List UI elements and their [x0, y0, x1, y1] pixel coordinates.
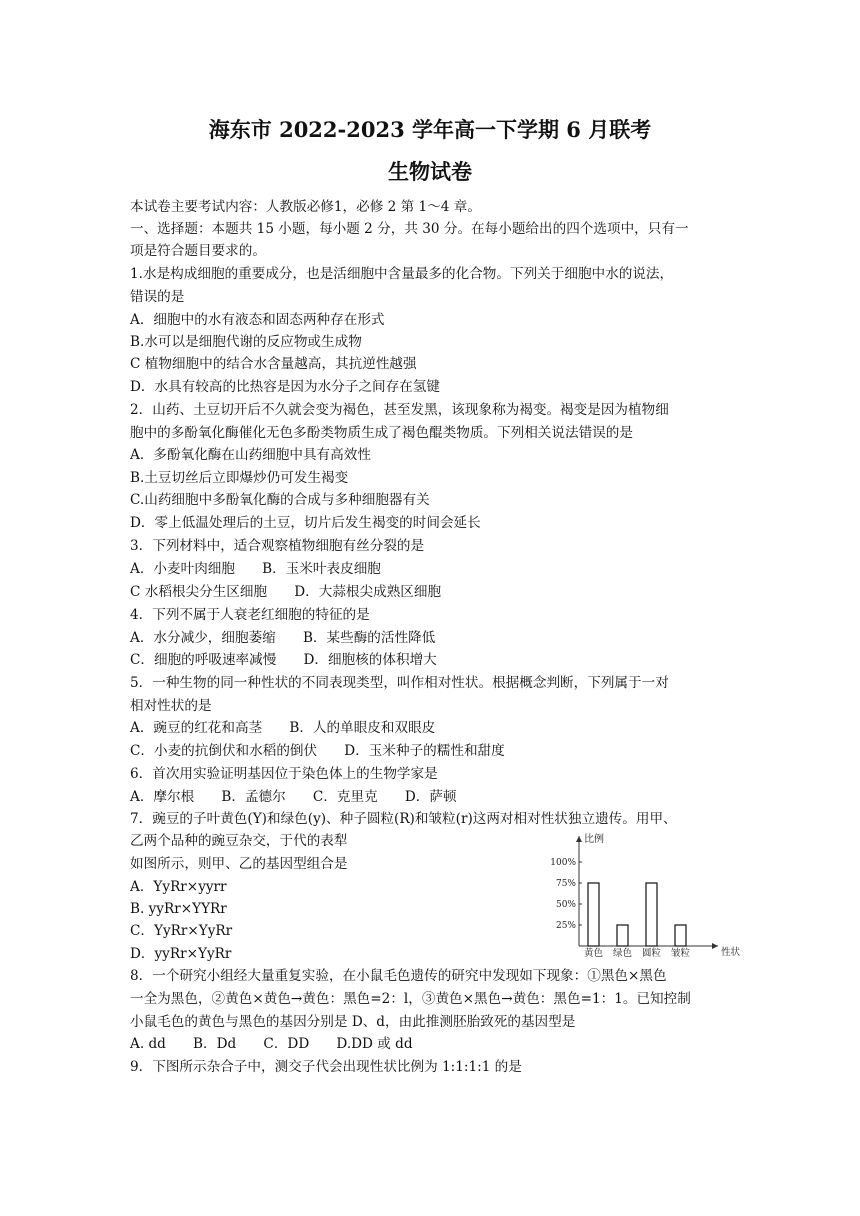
y-tick-label: 100% — [550, 858, 576, 868]
x-axis-arrow — [712, 943, 718, 949]
text-line: 1.水是构成细胞的重要成分，也是活细胞中含量最多的化合物。下列关于细胞中水的说法， — [130, 266, 674, 282]
text-line: 一、选择题：本题共 15 小题，每小题 2 分，共 30 分。在每小题给出的四个选项中，只有一 — [130, 221, 689, 237]
text-line: 一全为黑色，②黄色×黄色→黄色：黑色=2：l，③黄色×黑色→黄色：黑色=1：1。已知控制 — [130, 991, 691, 1007]
text-line: A．多酚氧化酶在山药细胞中具有高效性 — [130, 447, 371, 463]
x-tick-label: 黄色 — [583, 948, 604, 959]
text-line: B. yyRr×YYRr — [130, 901, 227, 917]
x-axis-label: 性状 — [721, 947, 741, 958]
text-line: 7．豌豆的子叶黄色(Y)和绿色(y)、种子圆粒(R)和皱粒(r)这两对相对性状独立遗传。用甲、 — [130, 811, 677, 827]
text-line: D．零上低温处理后的土豆，切片后发生褐变的时间会延长 — [130, 515, 481, 531]
text-line: D．yyRr×YyRr — [130, 946, 232, 962]
y-axis-arrow — [576, 836, 582, 842]
text-line: 项是符合题目要求的。 — [130, 243, 266, 259]
text-line: 本试卷主要考试内容：人教版必修1，必修 2 第 1～4 章。 — [130, 199, 481, 215]
text-line: 5．一种生物的同一种性状的不同表现类型，叫作相对性状。根据概念判断，下列属于一对 — [130, 675, 669, 691]
text-line: C.山药细胞中多酚氧化酶的合成与多种细胞器有关 — [130, 492, 430, 508]
bar-chart — [548, 826, 748, 968]
text-line: A．YyRr×yyrr — [130, 879, 227, 895]
text-line: B.水可以是细胞代谢的反应物或生成物 — [130, 334, 362, 350]
page-subtitle: 生物试卷 — [388, 159, 472, 184]
text-line: C 水稻根尖分生区细胞 D．大蒜根尖成熟区细胞 — [130, 584, 442, 600]
text-line: B.土豆切丝后立即爆炒仍可发生褐变 — [130, 470, 349, 486]
x-tick-label: 圆粒 — [641, 948, 662, 959]
bar — [588, 883, 599, 946]
y-axis-label: 比例 — [584, 834, 604, 845]
text-line: C．细胞的呼吸速率减慢 D．细胞核的体积增大 — [130, 652, 437, 668]
text-line: A．小麦叶肉细胞 B．玉米叶表皮细胞 — [130, 561, 381, 577]
y-tick-label: 25% — [555, 921, 576, 931]
text-line: C．YyRr×YyRr — [130, 923, 233, 939]
text-line: 乙两个品种的豌豆杂交，于代的表犁 — [130, 833, 348, 849]
bar — [675, 925, 686, 946]
text-line: A．水分减少，细胞萎缩 B．某些酶的活性降低 — [130, 630, 436, 646]
text-line: A．摩尔根 B．孟德尔 C．克里克 D．萨顿 — [130, 789, 457, 805]
text-line: 3．下列材料中，适合观察植物细胞有丝分裂的是 — [130, 538, 425, 554]
y-tick-label: 50% — [555, 900, 576, 910]
y-tick-label: 75% — [555, 879, 576, 889]
text-line: D．水具有较高的比热容是因为水分子之间存在氢键 — [130, 379, 440, 395]
text-line: 9．下图所示杂合子中，测交子代会出现性状比例为 1:1:1:1 的是 — [130, 1059, 522, 1075]
text-line: 6．首次用实验证明基因位于染色体上的生物学家是 — [130, 766, 438, 782]
x-tick-label: 绿色 — [612, 948, 633, 959]
bar — [646, 883, 657, 946]
text-line: 4．下列不属于人衰老红细胞的特征的是 — [130, 607, 370, 623]
text-line: C．小麦的抗倒伏和水稻的倒伏 D．玉米种子的糯性和甜度 — [130, 743, 505, 759]
text-line: 如图所示，则甲、乙的基因型组合是 — [130, 856, 348, 872]
text-line: 2．山药、土豆切开后不久就会变为褐色，甚至发黑，该现象称为褐变。褐变是因为植物细 — [130, 402, 669, 418]
text-line: C 植物细胞中的结合水含量越高，其抗逆性越强 — [130, 356, 417, 372]
text-line: 小鼠毛色的黄色与黑色的基因分别是 D、d，由此推测胚胎致死的基因型是 — [130, 1014, 576, 1030]
text-line: 错误的是 — [130, 289, 185, 305]
text-line: 相对性状的是 — [130, 698, 212, 714]
bar — [617, 925, 628, 946]
x-tick-label: 皱粒 — [670, 948, 691, 959]
text-line: A．豌豆的红花和高茎 B．人的单眼皮和双眼皮 — [130, 720, 436, 736]
text-line: 胞中的多酚氧化酶催化无色多酚类物质生成了褐色醌类物质。下列相关说法错误的是 — [130, 425, 633, 441]
text-line: A．细胞中的水有液态和固态两种存在形式 — [130, 312, 385, 328]
text-line: 8．一个研究小组经大量重复实验，在小鼠毛色遗传的研究中发现如下现象：①黑色×黑色 — [130, 968, 667, 984]
text-line: A. dd B．Dd C．DD D.DD 或 dd — [130, 1036, 413, 1052]
page-title: 海东市 2022-2023 学年高一下学期 6 月联考 — [208, 117, 652, 142]
